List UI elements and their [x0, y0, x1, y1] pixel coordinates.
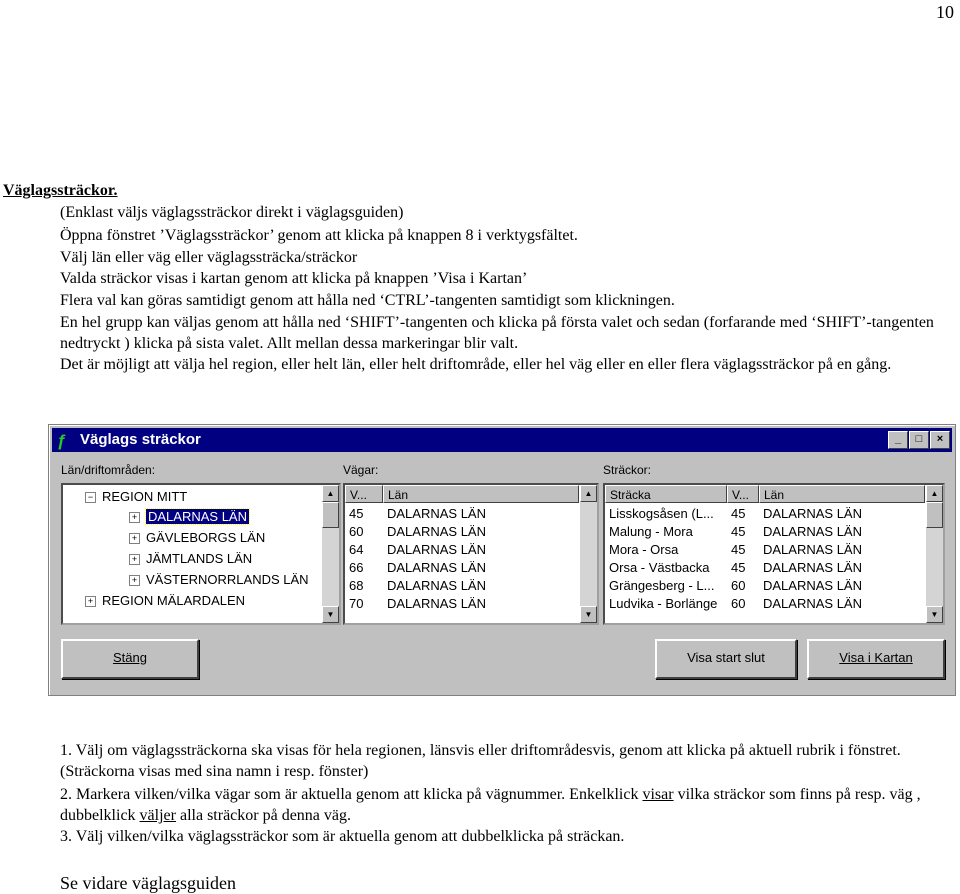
tree-item-gavleborgs-lan[interactable]: + GÄVLEBORGS LÄN	[129, 528, 265, 547]
strackor-label[interactable]: Sträckor:	[603, 463, 652, 477]
scroll-up-arrow-icon[interactable]: ▲	[322, 485, 339, 502]
paragraph-1: (Enklast väljs väglagssträckor direkt i väglagsguiden)	[60, 204, 404, 221]
paragraph-7: Det är möjligt att välja hel region, eller helt län, eller helt driftområde, eller hel väg eller en eller flera väglagssträckor på en gång.	[60, 356, 892, 373]
vag-row-lan[interactable]: DALARNAS LÄN	[387, 524, 486, 539]
expand-icon[interactable]: +	[129, 533, 140, 544]
stracka-row-name[interactable]: Lisskogsåsen (L...	[609, 506, 714, 521]
tree-item-region-mitt[interactable]: − REGION MITT	[85, 487, 187, 506]
stracka-row-lan[interactable]: DALARNAS LÄN	[763, 560, 862, 575]
scroll-down-arrow-icon[interactable]: ▼	[322, 606, 339, 623]
section-heading: Väglagssträckor.	[3, 182, 118, 199]
stracka-row-name[interactable]: Mora - Orsa	[609, 542, 679, 557]
lan-label[interactable]: Län/driftområden:	[61, 463, 156, 477]
stracka-row-name[interactable]: Malung - Mora	[609, 524, 693, 539]
tree-item-jamtlands-lan[interactable]: + JÄMTLANDS LÄN	[129, 549, 252, 568]
paragraph-5: Flera val kan göras samtidigt genom att hålla ned ‘CTRL’-tangenten samtidigt som klickningen.	[60, 292, 675, 309]
stracka-row-vag[interactable]: 45	[731, 542, 746, 557]
stracka-row-vag[interactable]: 60	[731, 578, 746, 593]
scroll-thumb[interactable]	[322, 502, 339, 528]
vag-row[interactable]: 60	[349, 524, 364, 539]
vag-row[interactable]: 68	[349, 578, 364, 593]
vag-row[interactable]: 70	[349, 596, 364, 611]
vag-row-lan[interactable]: DALARNAS LÄN	[387, 542, 486, 557]
paragraph-6: En hel grupp kan väljas genom att hålla ned ‘SHIFT’-tangenten och klicka på första valet och sedan (forfarande med ‘SHIFT’-tangenten nedtryckt ) klicka på sista valet. Allt mellan dessa markeringar blir valt.	[60, 314, 934, 352]
vagar-list[interactable]	[343, 483, 599, 625]
paragraph-3: Välj län eller väg eller väglagssträcka/sträckor	[60, 249, 358, 266]
close-window-button[interactable]: ×	[930, 431, 950, 449]
scroll-down-arrow-icon[interactable]: ▼	[580, 606, 597, 623]
step-2: 2. Markera vilken/vilka vägar som är aktuella genom att klicka på vägnummer. Enkelklick visar vilka sträckor som finns på resp. väg , dubbelklick väljer alla sträckor på denna väg.	[60, 786, 921, 824]
stracka-row-vag[interactable]: 45	[731, 506, 746, 521]
visa-i-kartan-button[interactable]: Visa i Kartan	[807, 639, 945, 679]
column-header-vag[interactable]: V...	[727, 485, 759, 503]
stracka-row-name[interactable]: Ludvika - Borlänge	[609, 596, 718, 611]
tree-item-region-malardalen[interactable]: + REGION MÄLARDALEN	[85, 591, 245, 610]
expand-icon[interactable]: +	[129, 512, 140, 523]
column-header-vag[interactable]: V...	[345, 485, 383, 503]
vagar-scrollbar[interactable]	[580, 485, 597, 623]
vaglags-strackor-window	[48, 424, 956, 696]
lan-tree[interactable]	[61, 483, 341, 625]
collapse-icon[interactable]: −	[85, 492, 96, 503]
scroll-up-arrow-icon[interactable]: ▲	[926, 485, 943, 502]
column-header-lan[interactable]: Län	[383, 485, 579, 503]
tree-item-vasternorrlands-lan[interactable]: + VÄSTERNORRLANDS LÄN	[129, 570, 309, 589]
vag-row[interactable]: 66	[349, 560, 364, 575]
tree-scrollbar[interactable]	[322, 485, 339, 623]
stracka-row-vag[interactable]: 60	[731, 596, 746, 611]
paragraph-2: Öppna fönstret ’Väglagssträckor’ genom att klicka på knappen 8 i verktygsfältet.	[60, 227, 578, 244]
stracka-row-lan[interactable]: DALARNAS LÄN	[763, 506, 862, 521]
stracka-row-lan[interactable]: DALARNAS LÄN	[763, 524, 862, 539]
window-title: Väglags sträckor	[80, 431, 201, 448]
vag-row-lan[interactable]: DALARNAS LÄN	[387, 506, 486, 521]
stracka-row-lan[interactable]: DALARNAS LÄN	[763, 542, 862, 557]
strackor-list[interactable]	[603, 483, 945, 625]
footer-text: Se vidare väglagsguiden	[60, 873, 236, 893]
visa-start-slut-button[interactable]: Visa start slut	[655, 639, 797, 679]
maximize-button[interactable]: □	[909, 431, 929, 449]
stracka-row-name[interactable]: Orsa - Västbacka	[609, 560, 710, 575]
stang-button[interactable]: Stäng	[61, 639, 199, 679]
app-logo-icon: ƒ	[57, 431, 67, 450]
expand-icon[interactable]: +	[129, 575, 140, 586]
strackor-scrollbar[interactable]	[926, 485, 943, 623]
stracka-row-vag[interactable]: 45	[731, 524, 746, 539]
page-number: 10	[936, 2, 954, 22]
step-3: 3. Välj vilken/vilka väglagssträckor som är aktuella genom att dubbelklicka på sträckan.	[60, 828, 625, 845]
vagar-label[interactable]: Vägar:	[343, 463, 379, 477]
scroll-thumb[interactable]	[926, 502, 943, 528]
tree-item-dalarnas-lan[interactable]: + DALARNAS LÄN	[129, 507, 249, 526]
stracka-row-name[interactable]: Grängesberg - L...	[609, 578, 715, 593]
expand-icon[interactable]: +	[129, 554, 140, 565]
vag-row-lan[interactable]: DALARNAS LÄN	[387, 560, 486, 575]
vag-row-lan[interactable]: DALARNAS LÄN	[387, 596, 486, 611]
paragraph-4: Valda sträckor visas i kartan genom att klicka på knappen ’Visa i Kartan’	[60, 270, 528, 287]
column-header-lan[interactable]: Län	[759, 485, 925, 503]
stracka-row-vag[interactable]: 45	[731, 560, 746, 575]
expand-icon[interactable]: +	[85, 596, 96, 607]
stracka-row-lan[interactable]: DALARNAS LÄN	[763, 578, 862, 593]
vag-row[interactable]: 45	[349, 506, 364, 521]
window-title-bar[interactable]	[52, 428, 952, 452]
column-header-stracka[interactable]: Sträcka	[605, 485, 727, 503]
stracka-row-lan[interactable]: DALARNAS LÄN	[763, 596, 862, 611]
vag-row[interactable]: 64	[349, 542, 364, 557]
step-1: 1. Välj om väglagssträckorna ska visas för hela regionen, länsvis eller driftområdesvis, genom att klicka på aktuell rubrik i fönstret. (Sträckorna visas med sina namn i resp. fönster)	[60, 742, 901, 780]
scroll-up-arrow-icon[interactable]: ▲	[580, 485, 597, 502]
scroll-down-arrow-icon[interactable]: ▼	[926, 606, 943, 623]
minimize-button[interactable]: _	[888, 431, 908, 449]
vag-row-lan[interactable]: DALARNAS LÄN	[387, 578, 486, 593]
